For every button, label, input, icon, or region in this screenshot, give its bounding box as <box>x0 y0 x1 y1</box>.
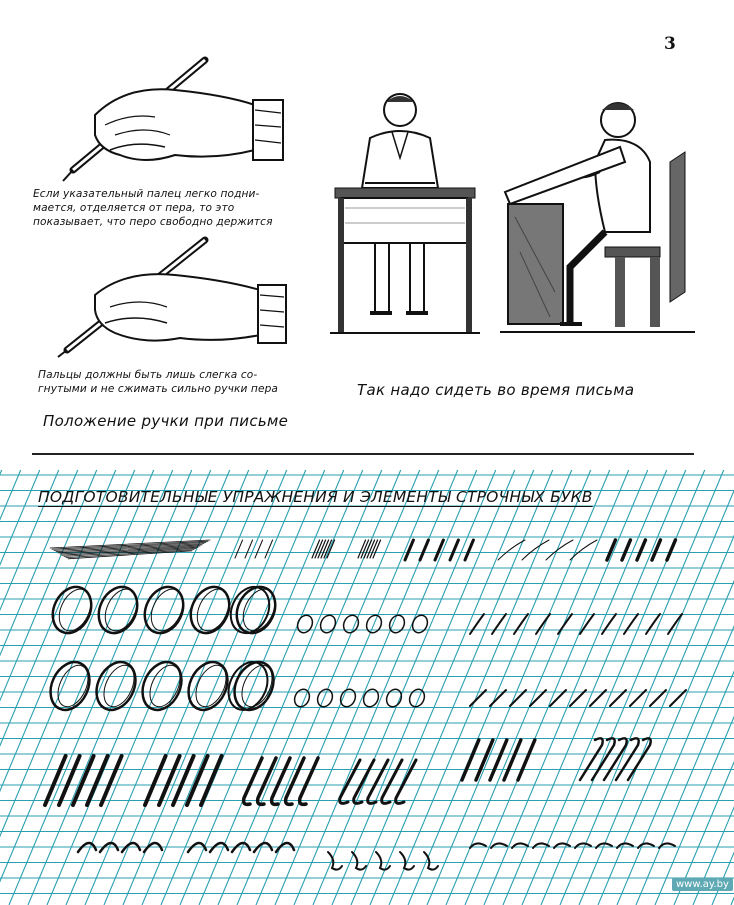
handwriting-stroke <box>498 540 525 560</box>
pen-position-title: Положение ручки при письме <box>43 412 289 430</box>
grid-slanted-line <box>332 470 515 905</box>
grid-slanted-line <box>408 470 591 905</box>
handwriting-stroke <box>558 614 572 634</box>
handwriting-stroke <box>652 540 660 560</box>
handwriting-stroke <box>624 614 638 634</box>
pen-caption-1-line-3: показывает, что перо свободно держится <box>33 216 273 228</box>
handwriting-stroke <box>420 540 428 560</box>
grid-lines <box>0 470 734 905</box>
grid-slanted-line <box>0 470 135 905</box>
grid-slanted-line <box>655 470 734 905</box>
grid-slanted-line <box>256 470 439 905</box>
grid-slanted-line <box>370 470 553 905</box>
page-number: 3 <box>664 34 676 54</box>
grid-slanted-line <box>522 470 705 905</box>
grid-slanted-line <box>636 470 734 905</box>
grid-slanted-line <box>218 470 401 905</box>
handwriting-stroke <box>384 687 404 709</box>
pen-caption-2-line-1: Пальцы должны быть лишь слегка со- <box>38 369 258 381</box>
pen-caption-1-line-1: Если указательный палец легко подни- <box>33 188 260 200</box>
grid-slanted-line <box>0 470 97 905</box>
grid-slanted-line <box>47 470 230 905</box>
grid-slanted-line <box>294 470 477 905</box>
grid-slanted-line <box>541 470 724 905</box>
grid-slanted-line <box>85 470 268 905</box>
pen-caption-2-line-2: гнутыми и не сжимать сильно ручки пера <box>38 383 278 395</box>
handwriting-stroke <box>376 852 390 870</box>
handwriting-stroke <box>637 540 645 560</box>
grid-slanted-line <box>142 470 325 905</box>
handwriting-stroke <box>295 613 315 635</box>
grid-slanted-line <box>598 470 734 905</box>
grid-slanted-line <box>0 470 154 905</box>
handwriting-stroke <box>476 740 493 780</box>
handwriting-stroke <box>646 614 660 634</box>
pen-caption-1-line-2: мается, отделяется от пера, то это <box>33 202 235 214</box>
handwriting-stroke <box>292 687 312 709</box>
handwriting-stroke <box>338 687 358 709</box>
handwriting-stroke <box>352 852 366 870</box>
handwriting-stroke <box>235 540 243 558</box>
handwriting-stroke <box>490 740 507 780</box>
grid-slanted-line <box>0 470 40 905</box>
grid-slanted-line <box>446 470 629 905</box>
grid-slanted-line <box>313 470 496 905</box>
grid-slanted-line <box>503 470 686 905</box>
handwriting-stroke <box>580 614 594 634</box>
grid-slanted-line <box>351 470 534 905</box>
grid-slanted-line <box>579 470 734 905</box>
grid-slanted-line <box>0 470 78 905</box>
handwriting-stroke <box>328 852 342 870</box>
handwriting-stroke <box>450 540 458 560</box>
grid-slanted-line <box>617 470 734 905</box>
grid-slanted-line <box>104 470 287 905</box>
handwriting-stroke <box>318 613 338 635</box>
handwriting-stroke <box>407 687 427 709</box>
handwriting-stroke <box>602 614 616 634</box>
handwriting-stroke <box>410 613 430 635</box>
posture-title: Так надо сидеть во время письма <box>357 381 635 399</box>
grid-slanted-line <box>9 470 192 905</box>
grid-slanted-line <box>66 470 249 905</box>
handwriting-stroke <box>536 614 550 634</box>
handwriting-stroke <box>465 540 473 560</box>
grid-slanted-line <box>275 470 458 905</box>
handwriting-stroke <box>570 540 597 560</box>
handwriting-stroke <box>462 740 479 780</box>
handwriting-stroke <box>435 540 443 560</box>
grid-slanted-line <box>465 470 648 905</box>
grid-slanted-line <box>389 470 572 905</box>
grid-slanted-line <box>484 470 667 905</box>
handwriting-stroke <box>315 687 335 709</box>
handwriting-stroke <box>622 540 630 560</box>
grid-slanted-line <box>28 470 211 905</box>
grid-slanted-line <box>427 470 610 905</box>
handwriting-stroke <box>518 740 535 780</box>
handwriting-stroke <box>667 540 675 560</box>
grid-slanted-line <box>237 470 420 905</box>
grid-slanted-line <box>0 470 2 905</box>
exercises-title: ПОДГОТОВИТЕЛЬНЫЕ УПРАЖНЕНИЯ И ЭЛЕМЕНТЫ СТРОЧНЫХ БУКВ <box>38 488 593 506</box>
handwriting-stroke <box>340 760 360 803</box>
handwriting-stroke <box>405 540 413 560</box>
handwriting-stroke <box>265 540 273 558</box>
watermark: www.ay.by <box>672 878 733 891</box>
